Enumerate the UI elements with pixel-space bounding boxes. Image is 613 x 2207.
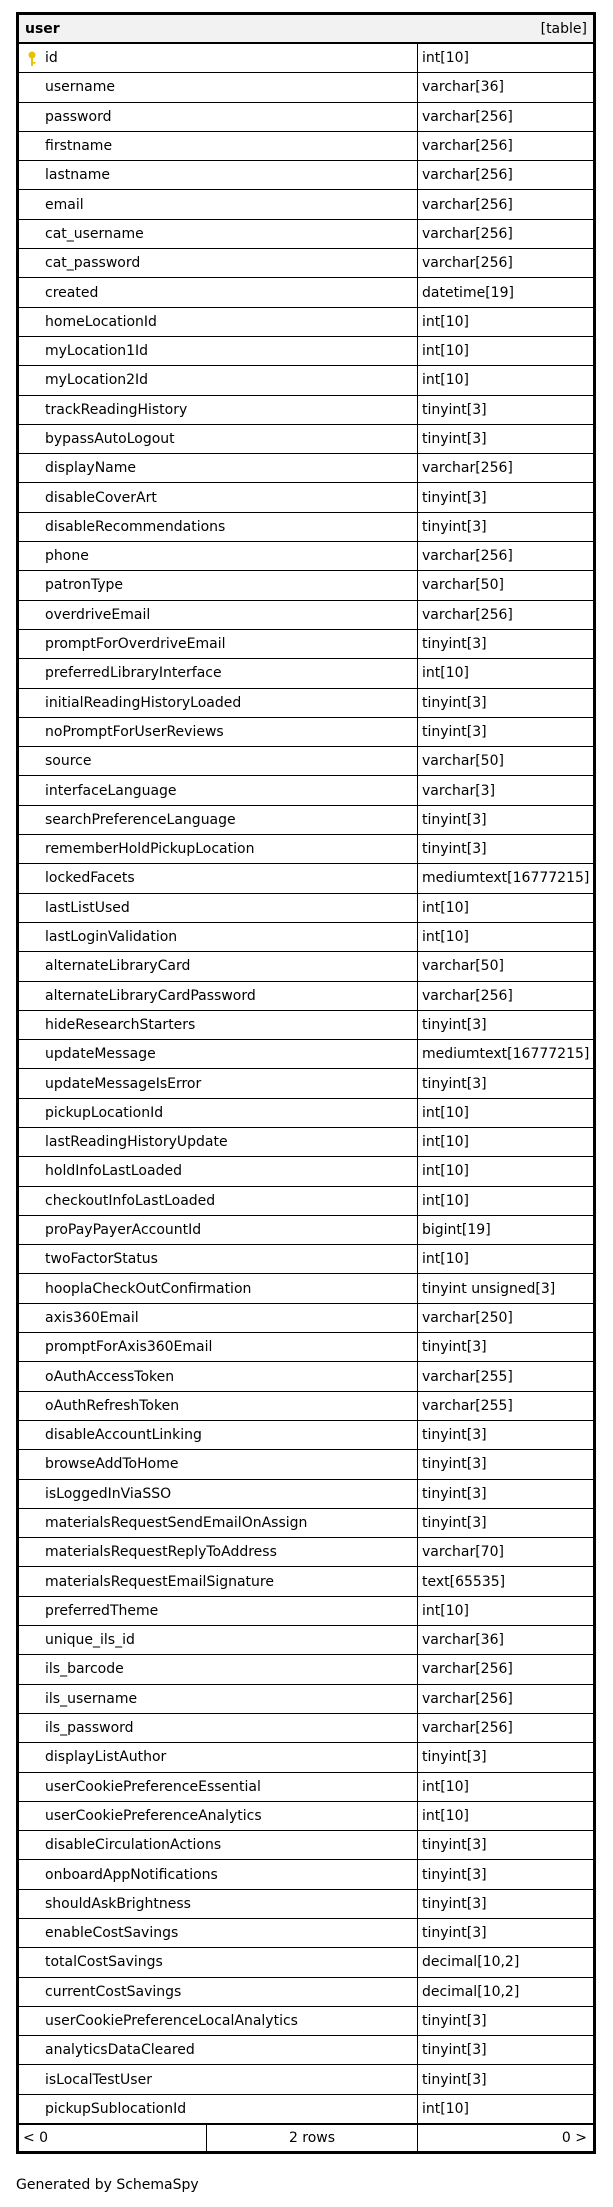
column-name[interactable]: hideResearchStarters xyxy=(45,1016,196,1033)
column-name-cell xyxy=(19,190,418,218)
key-icon xyxy=(27,51,37,67)
table-row xyxy=(19,73,593,102)
column-type: int[10] xyxy=(422,1192,469,1209)
column-name[interactable]: alternateLibraryCard xyxy=(45,958,191,975)
column-name-cell xyxy=(19,1333,418,1361)
column-name[interactable]: patronType xyxy=(45,577,123,594)
table-row xyxy=(19,44,593,73)
column-type: varchar[256] xyxy=(422,255,513,272)
column-type: decimal[10,2] xyxy=(422,1983,520,2000)
column-type: tinyint[3] xyxy=(422,1514,487,1531)
column-type: varchar[70] xyxy=(422,1544,504,1561)
column-type: int[10] xyxy=(422,1778,469,1795)
column-name[interactable]: lockedFacets xyxy=(45,870,135,887)
column-name-cell xyxy=(19,1538,418,1566)
column-name[interactable]: preferredTheme xyxy=(45,1602,159,1619)
table-row xyxy=(19,864,593,893)
column-name[interactable]: disableRecommendations xyxy=(45,518,226,535)
column-name[interactable]: holdInfoLastLoaded xyxy=(45,1163,182,1180)
table-footer xyxy=(19,2124,593,2151)
column-name[interactable]: userCookiePreferenceAnalytics xyxy=(45,1807,262,1824)
column-name[interactable]: userCookiePreferenceLocalAnalytics xyxy=(45,2013,298,2030)
column-type: varchar[36] xyxy=(422,79,504,96)
column-name-cell xyxy=(19,1216,418,1244)
column-name-cell xyxy=(19,1480,418,1508)
table-row xyxy=(19,1011,593,1040)
column-name[interactable]: checkoutInfoLastLoaded xyxy=(45,1192,216,1209)
column-type: varchar[256] xyxy=(422,1661,513,1678)
column-name[interactable]: firstname xyxy=(45,138,113,155)
column-type: tinyint[3] xyxy=(422,1427,487,1444)
table-row xyxy=(19,982,593,1011)
table-row xyxy=(19,1480,593,1509)
column-name[interactable]: myLocation1Id xyxy=(45,343,149,360)
table-row xyxy=(19,1099,593,1128)
column-type: int[10] xyxy=(422,1251,469,1268)
table-row xyxy=(19,601,593,630)
column-type: tinyint[3] xyxy=(422,1339,487,1356)
column-name-cell xyxy=(19,1128,418,1156)
column-name-cell xyxy=(19,337,418,365)
column-type: varchar[256] xyxy=(422,108,513,125)
column-name-cell xyxy=(19,1567,418,1595)
column-name-cell xyxy=(19,776,418,804)
column-name[interactable]: initialReadingHistoryLoaded xyxy=(45,694,242,711)
column-type: int[10] xyxy=(422,1807,469,1824)
column-name-cell xyxy=(19,366,418,394)
column-name-cell xyxy=(19,571,418,599)
column-name-cell xyxy=(19,689,418,717)
column-name-cell xyxy=(19,103,418,131)
column-type: mediumtext[16777215] xyxy=(422,870,590,887)
table-row xyxy=(19,1802,593,1831)
table-row xyxy=(19,454,593,483)
column-name[interactable]: currentCostSavings xyxy=(45,1983,182,2000)
table-row xyxy=(19,1216,593,1245)
column-name-cell xyxy=(19,1187,418,1215)
column-type: tinyint unsigned[3] xyxy=(422,1280,556,1297)
column-type: tinyint[3] xyxy=(422,1456,487,1473)
column-name[interactable]: lastLoginValidation xyxy=(45,929,178,946)
column-name[interactable]: ils_username xyxy=(45,1690,138,1707)
column-name-cell xyxy=(19,2036,418,2064)
column-type: tinyint[3] xyxy=(422,1749,487,1766)
column-type: int[10] xyxy=(422,50,469,67)
column-name[interactable]: materialsRequestEmailSignature xyxy=(45,1573,274,1590)
column-type: tinyint[3] xyxy=(422,723,487,740)
column-name-cell xyxy=(19,718,418,746)
column-name[interactable]: updateMessageIsError xyxy=(45,1075,202,1092)
column-type: int[10] xyxy=(422,929,469,946)
column-name-cell xyxy=(19,835,418,863)
column-type: varchar[256] xyxy=(422,548,513,565)
column-name-cell xyxy=(19,278,418,306)
column-name[interactable]: rememberHoldPickupLocation xyxy=(45,841,255,858)
column-type: datetime[19] xyxy=(422,284,514,301)
children-count[interactable]: 0 > xyxy=(561,2130,587,2147)
column-name[interactable]: phone xyxy=(45,548,89,565)
column-name-cell xyxy=(19,1304,418,1332)
table-row xyxy=(19,103,593,132)
column-name[interactable]: overdriveEmail xyxy=(45,606,151,623)
column-name-cell xyxy=(19,1978,418,2006)
column-name-cell xyxy=(19,2007,418,2035)
column-name-cell xyxy=(19,220,418,248)
column-name-cell xyxy=(19,483,418,511)
table-row xyxy=(19,542,593,571)
table-row xyxy=(19,571,593,600)
column-name[interactable]: oAuthAccessToken xyxy=(45,1368,175,1385)
table-row xyxy=(19,396,593,425)
column-name[interactable]: enableCostSavings xyxy=(45,1925,179,1942)
column-type: text[65535] xyxy=(422,1573,506,1590)
column-name[interactable]: unique_ils_id xyxy=(45,1632,135,1649)
column-name-cell xyxy=(19,1685,418,1713)
column-name-cell xyxy=(19,1655,418,1683)
table-row xyxy=(19,425,593,454)
table-row xyxy=(19,1362,593,1391)
column-name-cell xyxy=(19,1509,418,1537)
column-name[interactable]: axis360Email xyxy=(45,1309,139,1326)
column-type: varchar[256] xyxy=(422,138,513,155)
table-row xyxy=(19,1597,593,1626)
table-row xyxy=(19,1509,593,1538)
table-row xyxy=(19,1333,593,1362)
table-kind: [table] xyxy=(540,20,587,37)
column-name-cell xyxy=(19,952,418,980)
column-type: tinyint[3] xyxy=(422,636,487,653)
column-type: varchar[255] xyxy=(422,1397,513,1414)
column-name-cell xyxy=(19,1597,418,1625)
column-name-cell xyxy=(19,132,418,160)
column-type: varchar[256] xyxy=(422,196,513,213)
column-name-cell xyxy=(19,513,418,541)
column-type: int[10] xyxy=(422,2100,469,2117)
column-name-cell xyxy=(19,601,418,629)
column-type: varchar[3] xyxy=(422,782,496,799)
column-name[interactable]: lastname xyxy=(45,167,110,184)
column-name-cell xyxy=(19,1919,418,1947)
column-type: varchar[256] xyxy=(422,606,513,623)
column-name-cell xyxy=(19,864,418,892)
column-name-cell xyxy=(19,1626,418,1654)
table-row xyxy=(19,2007,593,2036)
column-name-cell xyxy=(19,73,418,101)
column-type: tinyint[3] xyxy=(422,2013,487,2030)
column-name[interactable]: pickupLocationId xyxy=(45,1104,164,1121)
column-type: varchar[256] xyxy=(422,167,513,184)
column-name[interactable]: proPayPayerAccountId xyxy=(45,1222,202,1239)
column-name[interactable]: preferredLibraryInterface xyxy=(45,665,222,682)
column-type: tinyint[3] xyxy=(422,1925,487,1942)
table-row xyxy=(19,278,593,307)
table-row xyxy=(19,659,593,688)
table-row xyxy=(19,2095,593,2124)
column-name[interactable]: oAuthRefreshToken xyxy=(45,1397,180,1414)
column-name-cell xyxy=(19,1245,418,1273)
column-name[interactable]: updateMessage xyxy=(45,1046,156,1063)
column-name[interactable]: ils_barcode xyxy=(45,1661,124,1678)
column-name[interactable]: materialsRequestReplyToAddress xyxy=(45,1544,277,1561)
column-name[interactable]: displayListAuthor xyxy=(45,1749,167,1766)
table-row xyxy=(19,1655,593,1684)
column-type: tinyint[3] xyxy=(422,2071,487,2088)
column-name[interactable]: bypassAutoLogout xyxy=(45,431,175,447)
column-type: varchar[36] xyxy=(422,1632,504,1649)
table-row xyxy=(19,1626,593,1655)
column-name-cell xyxy=(19,1773,418,1801)
column-name-cell xyxy=(19,396,418,424)
column-name-cell xyxy=(19,1157,418,1185)
column-name[interactable]: ils_password xyxy=(45,1720,134,1737)
column-name-cell xyxy=(19,2065,418,2093)
table-row xyxy=(19,1743,593,1772)
column-name-cell xyxy=(19,425,418,453)
table-row xyxy=(19,2065,593,2094)
column-name-cell xyxy=(19,249,418,277)
table-row xyxy=(19,1714,593,1743)
column-name[interactable]: email xyxy=(45,196,84,213)
column-type: int[10] xyxy=(422,1104,469,1121)
table-row xyxy=(19,308,593,337)
parents-count[interactable]: < 0 xyxy=(19,2125,207,2151)
column-name[interactable]: interfaceLanguage xyxy=(45,782,177,799)
column-type: tinyint[3] xyxy=(422,694,487,711)
table-row xyxy=(19,1187,593,1216)
column-name-cell xyxy=(19,982,418,1010)
column-name[interactable]: trackReadingHistory xyxy=(45,401,188,418)
column-name-cell xyxy=(19,630,418,658)
column-type: int[10] xyxy=(422,1163,469,1180)
column-name[interactable]: alternateLibraryCardPassword xyxy=(45,987,256,1004)
table-row xyxy=(19,366,593,395)
table-row xyxy=(19,1450,593,1479)
column-name-cell xyxy=(19,1743,418,1771)
column-name[interactable]: lastListUsed xyxy=(45,899,130,916)
column-name[interactable]: twoFactorStatus xyxy=(45,1251,158,1268)
table-row xyxy=(19,1538,593,1567)
column-name[interactable]: cat_password xyxy=(45,255,141,272)
column-name[interactable]: userCookiePreferenceEssential xyxy=(45,1778,261,1795)
column-type: tinyint[3] xyxy=(422,841,487,858)
column-type: tinyint[3] xyxy=(422,401,487,418)
column-name-cell xyxy=(19,1714,418,1742)
table-row xyxy=(19,337,593,366)
column-name[interactable]: hooplaCheckOutConfirmation xyxy=(45,1280,252,1297)
column-type: int[10] xyxy=(422,343,469,360)
column-name-cell xyxy=(19,1011,418,1039)
table-row xyxy=(19,806,593,835)
column-type: tinyint[3] xyxy=(422,431,487,447)
table-row xyxy=(19,952,593,981)
column-name-cell xyxy=(19,308,418,336)
column-name[interactable]: pickupSublocationId xyxy=(45,2100,187,2117)
column-name[interactable]: analyticsDataCleared xyxy=(45,2042,195,2059)
table-row xyxy=(19,220,593,249)
table-row xyxy=(19,1245,593,1274)
table-row xyxy=(19,1392,593,1421)
column-name[interactable]: shouldAskBrightness xyxy=(45,1895,191,1912)
table-row xyxy=(19,1069,593,1098)
table-row xyxy=(19,161,593,190)
table-row xyxy=(19,1773,593,1802)
column-name-cell xyxy=(19,161,418,189)
column-name[interactable]: isLoggedInViaSSO xyxy=(45,1485,172,1502)
table-row xyxy=(19,249,593,278)
column-name-cell xyxy=(19,1802,418,1830)
column-name[interactable]: disableAccountLinking xyxy=(45,1427,202,1444)
column-type: tinyint[3] xyxy=(422,1075,487,1092)
column-name-cell xyxy=(19,747,418,775)
table-row xyxy=(19,1831,593,1860)
column-name-cell xyxy=(19,923,418,951)
table-row xyxy=(19,1157,593,1186)
column-type: varchar[256] xyxy=(422,987,513,1004)
column-type: varchar[256] xyxy=(422,460,513,477)
column-name[interactable]: materialsRequestSendEmailOnAssign xyxy=(45,1514,308,1531)
column-name-cell xyxy=(19,1274,418,1302)
table-row xyxy=(19,1860,593,1889)
column-name[interactable]: homeLocationId xyxy=(45,313,157,330)
column-type: varchar[50] xyxy=(422,577,504,594)
table-row xyxy=(19,835,593,864)
column-name[interactable]: password xyxy=(45,108,112,125)
column-name[interactable]: myLocation2Id xyxy=(45,372,149,389)
column-type: varchar[255] xyxy=(422,1368,513,1385)
table-row xyxy=(19,1978,593,2007)
table-row xyxy=(19,747,593,776)
column-type: tinyint[3] xyxy=(422,1895,487,1912)
column-name-cell xyxy=(19,1069,418,1097)
column-name-cell xyxy=(19,1860,418,1888)
column-name-cell xyxy=(19,454,418,482)
column-name[interactable]: promptForAxis360Email xyxy=(45,1339,213,1356)
table-row xyxy=(19,1040,593,1069)
column-name-cell xyxy=(19,1948,418,1976)
table-row xyxy=(19,190,593,219)
column-type: int[10] xyxy=(422,1602,469,1619)
column-type: tinyint[3] xyxy=(422,1866,487,1883)
column-name-cell xyxy=(19,1421,418,1449)
column-type: int[10] xyxy=(422,372,469,389)
table-user xyxy=(16,12,596,2154)
column-type: varchar[256] xyxy=(422,225,513,242)
row-count: 2 rows xyxy=(207,2125,418,2151)
table-row xyxy=(19,1890,593,1919)
column-type: tinyint[3] xyxy=(422,518,487,535)
table-row xyxy=(19,923,593,952)
table-row xyxy=(19,513,593,542)
column-name-cell xyxy=(19,659,418,687)
column-type: bigint[19] xyxy=(422,1222,491,1239)
table-row xyxy=(19,630,593,659)
column-name-cell xyxy=(19,1040,418,1068)
column-type: tinyint[3] xyxy=(422,2042,487,2059)
table-row xyxy=(19,1685,593,1714)
column-type: tinyint[3] xyxy=(422,1837,487,1854)
column-name[interactable]: promptForOverdriveEmail xyxy=(45,636,226,653)
column-name[interactable]: source xyxy=(45,753,92,770)
column-type: varchar[250] xyxy=(422,1309,513,1326)
column-type: varchar[50] xyxy=(422,958,504,975)
column-name[interactable]: totalCostSavings xyxy=(45,1954,163,1971)
column-name-cell xyxy=(19,44,418,72)
column-type: int[10] xyxy=(422,899,469,916)
column-name[interactable]: created xyxy=(45,284,99,301)
column-name-cell xyxy=(19,1890,418,1918)
column-name-cell xyxy=(19,806,418,834)
column-type: tinyint[3] xyxy=(422,489,487,506)
column-name[interactable]: username xyxy=(45,79,115,96)
table-row xyxy=(19,894,593,923)
column-name[interactable]: disableCoverArt xyxy=(45,489,157,506)
generated-by-label: Generated by SchemaSpy xyxy=(16,2177,199,2193)
table-header xyxy=(19,15,593,44)
table-row xyxy=(19,689,593,718)
column-type: tinyint[3] xyxy=(422,811,487,828)
column-type: tinyint[3] xyxy=(422,1485,487,1502)
table-row xyxy=(19,1128,593,1157)
column-name-cell xyxy=(19,542,418,570)
column-type: int[10] xyxy=(422,665,469,682)
column-name[interactable]: cat_username xyxy=(45,225,144,242)
column-type: int[10] xyxy=(422,313,469,330)
column-name[interactable]: id xyxy=(45,50,58,67)
column-name[interactable]: onboardAppNotifications xyxy=(45,1866,218,1883)
column-type: varchar[50] xyxy=(422,753,504,770)
table-row xyxy=(19,776,593,805)
column-name-cell xyxy=(19,1099,418,1127)
column-name-cell xyxy=(19,894,418,922)
column-name[interactable]: displayName xyxy=(45,460,137,477)
table-row xyxy=(19,718,593,747)
column-name-cell xyxy=(19,1362,418,1390)
column-name-cell xyxy=(19,1831,418,1859)
column-name-cell xyxy=(19,1392,418,1420)
column-name-cell xyxy=(19,1450,418,1478)
column-name[interactable]: searchPreferenceLanguage xyxy=(45,811,236,828)
column-type: varchar[256] xyxy=(422,1690,513,1707)
column-name[interactable]: lastReadingHistoryUpdate xyxy=(45,1134,228,1151)
table-row xyxy=(19,1421,593,1450)
table-row xyxy=(19,2036,593,2065)
column-list xyxy=(19,44,593,2124)
table-row xyxy=(19,1274,593,1303)
table-row xyxy=(19,1948,593,1977)
column-name[interactable]: isLocalTestUser xyxy=(45,2071,152,2088)
column-type: varchar[256] xyxy=(422,1720,513,1737)
column-type: decimal[10,2] xyxy=(422,1954,520,1971)
column-name-cell xyxy=(19,2095,418,2123)
table-row xyxy=(19,1919,593,1948)
table-name[interactable]: user xyxy=(25,20,60,37)
column-name[interactable]: browseAddToHome xyxy=(45,1456,179,1473)
table-row xyxy=(19,132,593,161)
column-type: tinyint[3] xyxy=(422,1016,487,1033)
column-type: mediumtext[16777215] xyxy=(422,1046,590,1063)
column-name[interactable]: noPromptForUserReviews xyxy=(45,723,224,740)
table-row xyxy=(19,483,593,512)
column-name[interactable]: disableCirculationActions xyxy=(45,1837,222,1854)
column-type: int[10] xyxy=(422,1134,469,1151)
table-row xyxy=(19,1304,593,1333)
table-row xyxy=(19,1567,593,1596)
